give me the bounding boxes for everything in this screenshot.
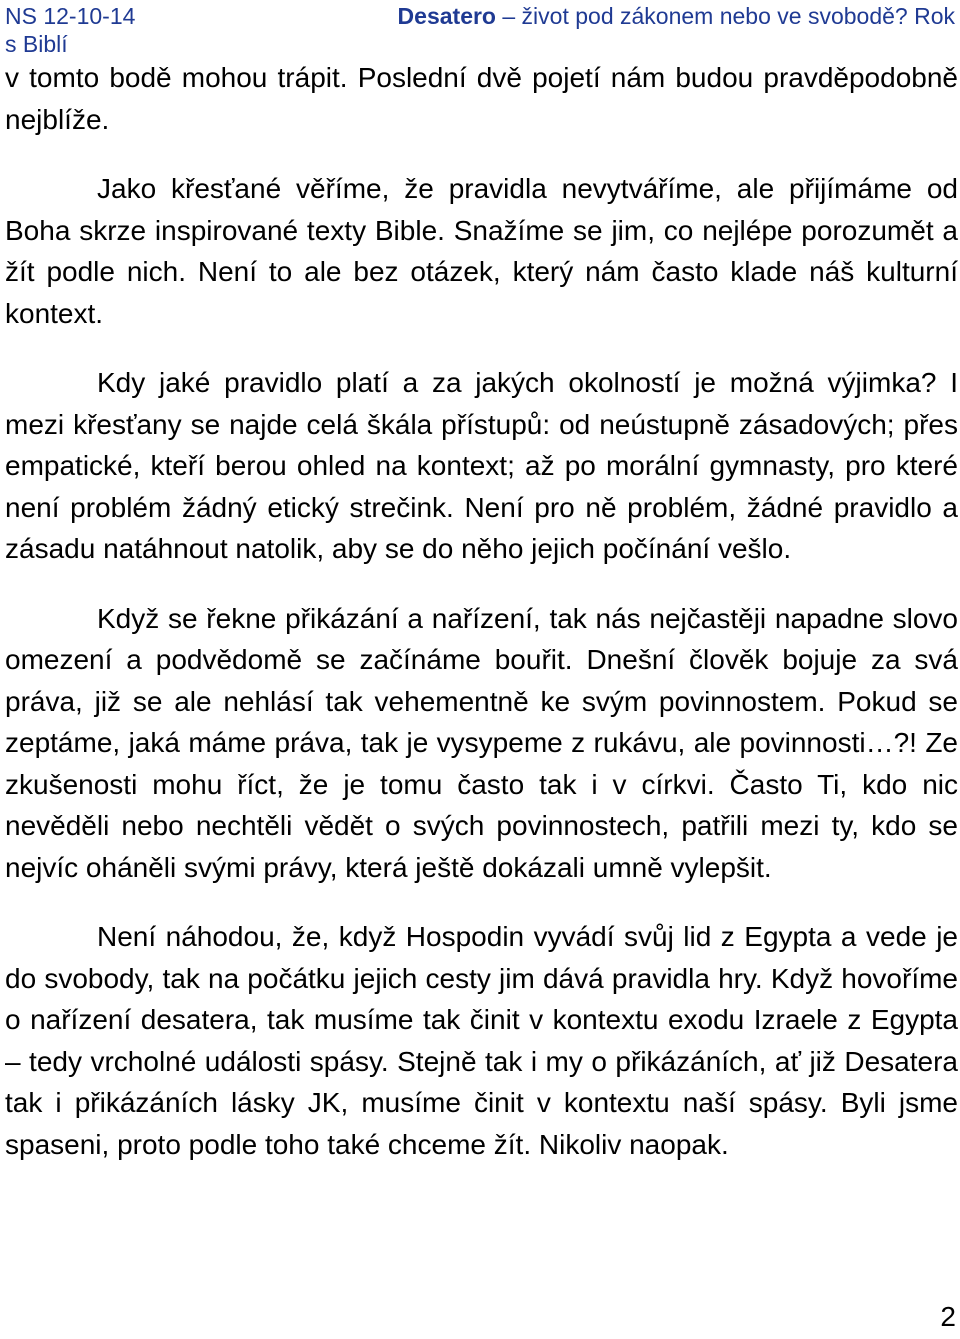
header-title [398, 2, 955, 30]
header-title-bold: Desatero [397, 3, 496, 29]
document-body [5, 57, 958, 1165]
paragraph-5: Není náhodou, že, když Hospodin vyvádí svůj lid z Egypta a vede je do svobody, tak na počátku jejich cesty jim dává pravidla hry. Když hovoříme o nařízení desatera, tak musíme tak činit v kontextu exodu Izraele z Egypta – tedy vrcholné události spásy. Stejně tak i my o přikázáních, ať již Desatera tak i přikázáních lásky JK, musíme činit v kontextu naší spásy. Byli jsme spaseni, proto podle toho také chceme žít. Nikoliv naopak. [5, 921, 958, 1160]
header-code: NS 12-10-14 [5, 3, 136, 29]
page-number: 2 [940, 1301, 956, 1332]
header-title-rest: – život pod zákonem nebo ve svobodě? Rok [495, 3, 955, 29]
header-row [5, 2, 955, 30]
header-line-2: s Biblí [5, 31, 68, 57]
paragraph-3: Kdy jaké pravidlo platí a za jakých okolností je možná výjimka? I mezi křesťany se najde celá škála přístupů: od neústupně zásadových; přes empatické, kteří berou ohled na kontext; až po morální gymnasty, pro které není problém žádný etický strečink. Není pro ně problém, žádné pravidlo a zásadu natáhnout natolik, aby se do něho jejich počínání vešlo. [5, 367, 958, 564]
paragraph-2: Jako křesťané věříme, že pravidla nevytváříme, ale přijímáme od Boha skrze inspirované texty Bible. Snažíme se jim, co nejlépe porozumět a žít podle nich. Není to ale bez otázek, který nám často klade náš kulturní kontext. [5, 173, 958, 329]
paragraph-4: Když se řekne přikázání a nařízení, tak nás nejčastěji napadne slovo omezení a podvědomě se začínáme bouřit. Dnešní člověk bojuje za svá práva, již se ale nehlásí tak vehementně ke svým povinnostem. Pokud se zeptáme, jaká máme práva, tak je vysypeme z rukávu, ale povinnosti…?! Ze zkušenosti mohu říct, že je tomu často tak i v církvi. Často Ti, kdo nic nevěděli nebo nechtěli vědět o svých povinnostech, patřili mezi ty, kdo se nejvíc oháněli svými právy, která ještě dokázali umně vylepšit. [5, 602, 958, 883]
paragraph-1: v tomto bodě mohou trápit. Poslední dvě pojetí nám budou pravděpodobně nejblíže. [5, 62, 958, 135]
page-header [5, 2, 955, 58]
